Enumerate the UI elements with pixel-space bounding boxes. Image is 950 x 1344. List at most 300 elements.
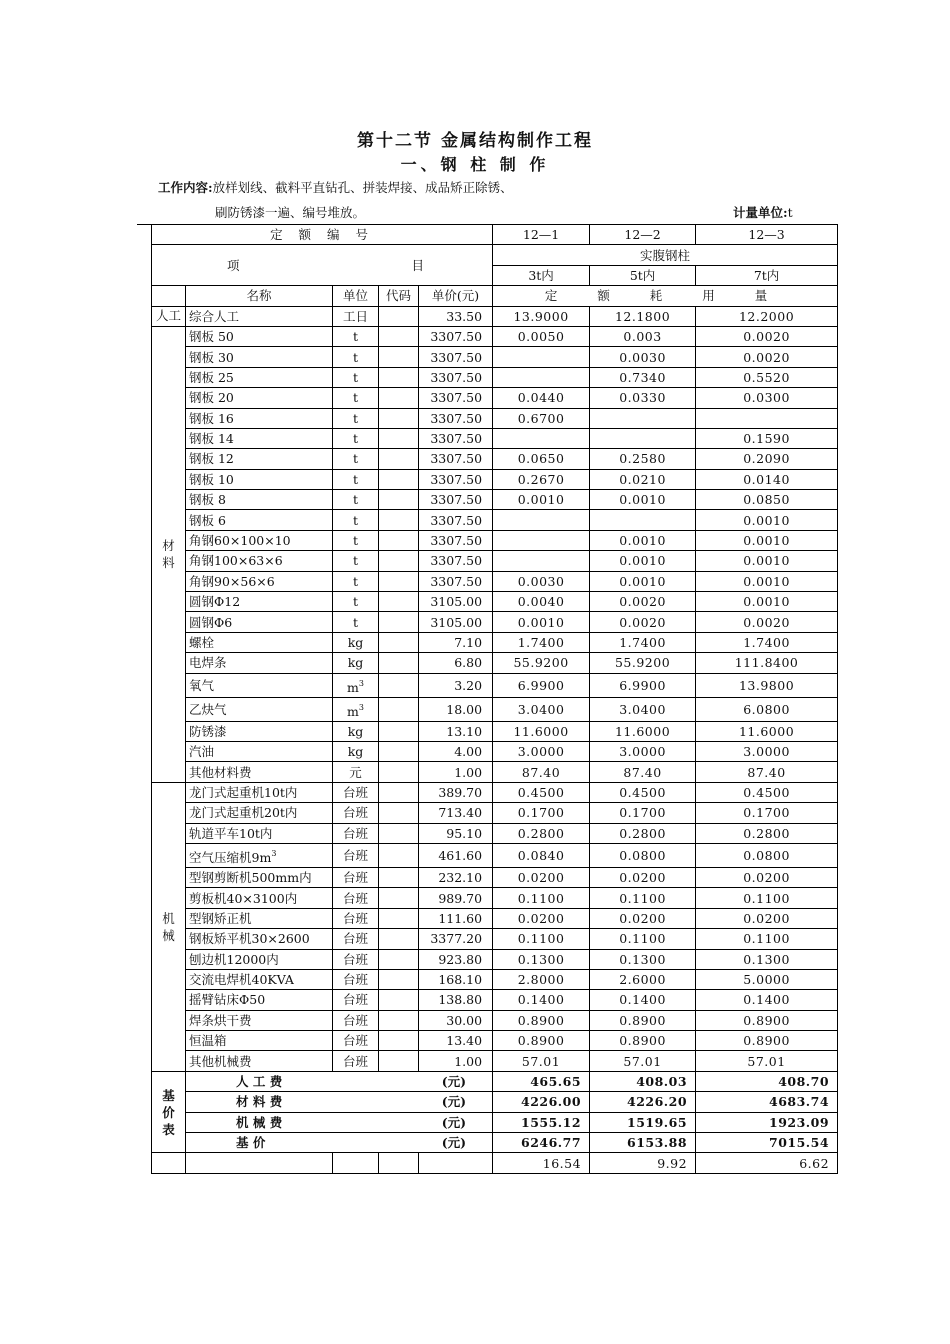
usage-value: 0.1590 [696, 428, 838, 448]
item-name [186, 1031, 333, 1051]
item-price: 713.40 [419, 803, 493, 823]
superscript: 3 [358, 702, 364, 712]
summary-unit-text: (元) [441, 1074, 467, 1090]
item-name-text: 其他材料费 [189, 764, 252, 780]
usage-value: 0.0200 [590, 867, 696, 887]
item-unit-text: 台班 [342, 784, 368, 800]
summary-label [186, 1092, 493, 1112]
usage-value: 111.8400 [696, 653, 838, 673]
machine-row [152, 969, 838, 989]
item-name-text: 钢板 12 [189, 451, 234, 467]
summary-value: 465.65 [493, 1071, 590, 1091]
item-price: 1.00 [419, 1051, 493, 1071]
item-price: 13.10 [419, 721, 493, 741]
usage-value: 57.01 [493, 1051, 590, 1071]
item-price: 989.70 [419, 888, 493, 908]
item-unit-text: t [352, 410, 359, 426]
usage-value: 0.0200 [590, 908, 696, 928]
usage-value: 0.0210 [590, 469, 696, 489]
usage-value: 0.2580 [590, 449, 696, 469]
item-unit [333, 888, 379, 908]
item-name-text: 其他机械费 [189, 1053, 252, 1069]
usage-value: 3.0400 [590, 697, 696, 721]
usage-value: 0.1100 [590, 929, 696, 949]
item-unit [333, 697, 379, 721]
usage-value: 0.0330 [590, 388, 696, 408]
item-price: 138.80 [419, 990, 493, 1010]
usage-value: 0.1100 [696, 888, 838, 908]
item-code [379, 1010, 419, 1030]
item-name [186, 990, 333, 1010]
item-name [186, 823, 333, 843]
header-code-1: 12—1 [493, 225, 590, 245]
item-price: 389.70 [419, 782, 493, 802]
item-code [379, 388, 419, 408]
usage-value: 0.0020 [696, 612, 838, 632]
usage-value: 3.0000 [493, 741, 590, 761]
extra-blank [419, 1153, 493, 1173]
work-content [158, 178, 513, 196]
usage-value: 0.7340 [590, 367, 696, 387]
item-unit [333, 428, 379, 448]
machine-row [152, 843, 838, 867]
usage-value: 0.1400 [493, 990, 590, 1010]
summary-value: 7015.54 [696, 1133, 838, 1153]
item-price: 3307.50 [419, 551, 493, 571]
item-name-text: 龙门式起重机10t内 [189, 784, 298, 800]
item-unit-text: kg [347, 744, 364, 760]
item-name-text: 钢板 30 [189, 349, 234, 365]
item-name [186, 867, 333, 887]
extra-value: 6.62 [696, 1153, 838, 1173]
summary-value: 6153.88 [590, 1133, 696, 1153]
item-price: 3307.50 [419, 367, 493, 387]
item-name: 综合人工 [186, 306, 333, 326]
subtitle: 一、钢 柱 制 作 [400, 155, 550, 174]
item-price: 3.20 [419, 673, 493, 697]
header-price: 单价(元) [419, 286, 493, 306]
usage-value: 87.40 [493, 762, 590, 782]
usage-value: 0.2090 [696, 449, 838, 469]
usage-value: 6.9900 [493, 673, 590, 697]
summary-value: 408.70 [696, 1071, 838, 1091]
item-code [379, 449, 419, 469]
usage-value: 0.0650 [493, 449, 590, 469]
item-name-text: 钢板 6 [189, 512, 226, 528]
summary-unit-text: (元) [441, 1114, 467, 1130]
usage-value [590, 510, 696, 530]
item-unit-text: t [352, 533, 359, 549]
summary-label-wrap [186, 1072, 492, 1091]
header-size-3: 7t内 [696, 265, 838, 285]
usage-value: 0.0010 [590, 571, 696, 591]
work-content-line2: 刷防锈漆一遍、编号堆放。 [215, 205, 366, 220]
usage-value: 87.40 [696, 762, 838, 782]
item-unit-text: 台班 [342, 1033, 368, 1049]
summary-unit-text: (元) [441, 1135, 467, 1151]
item-name-text: 空气压缩机9m [189, 849, 272, 865]
usage-value: 0.0030 [590, 347, 696, 367]
quota-table [151, 224, 838, 1174]
header-row-columns [152, 286, 838, 306]
summary-label [186, 1071, 493, 1091]
usage-value: 3.0000 [696, 741, 838, 761]
usage-value: 0.1700 [696, 803, 838, 823]
usage-value: 11.6000 [493, 721, 590, 741]
item-code [379, 490, 419, 510]
quota-table-body [152, 225, 838, 1174]
material-row [152, 571, 838, 591]
usage-value: 0.2800 [493, 823, 590, 843]
category-labor: 人工 [152, 306, 186, 326]
item-price: 923.80 [419, 949, 493, 969]
item-name [186, 741, 333, 761]
usage-value: 1.7400 [696, 632, 838, 652]
usage-value: 0.1100 [696, 929, 838, 949]
item-name-text: 螺栓 [189, 635, 215, 650]
item-unit [333, 673, 379, 697]
superscript: 3 [271, 848, 277, 858]
item-unit [333, 388, 379, 408]
item-unit-text: 台班 [342, 870, 368, 886]
item-code [379, 867, 419, 887]
item-name [186, 762, 333, 782]
summary-label [186, 1112, 493, 1132]
item-unit-text: t [352, 451, 359, 467]
item-unit [333, 530, 379, 550]
item-code [379, 990, 419, 1010]
machine-row [152, 867, 838, 887]
usage-value: 0.0050 [493, 326, 590, 346]
material-row [152, 490, 838, 510]
item-unit [333, 571, 379, 591]
item-name-text: 电焊条 [189, 655, 227, 671]
item-unit [333, 823, 379, 843]
summary-row [152, 1071, 838, 1091]
item-name [186, 1010, 333, 1030]
machine-row [152, 908, 838, 928]
item-unit [333, 929, 379, 949]
summary-value: 1923.09 [696, 1112, 838, 1132]
item-name [186, 653, 333, 673]
machine-row [152, 990, 838, 1010]
material-row [152, 551, 838, 571]
item-price: 3307.50 [419, 408, 493, 428]
category-base-price-label: 基价表 [162, 1087, 175, 1137]
summary-label-wrap [186, 1113, 492, 1132]
usage-value [493, 551, 590, 571]
item-unit [333, 367, 379, 387]
header-size-1: 3t内 [493, 265, 590, 285]
item-code [379, 632, 419, 652]
item-unit [333, 803, 379, 823]
item-name [186, 673, 333, 697]
item-name-text: 恒温箱 [189, 1033, 227, 1049]
usage-value: 55.9200 [493, 653, 590, 673]
usage-value: 0.8900 [696, 1031, 838, 1051]
work-content-line1: 放样划线、截料平直钻孔、拼装焊接、成品矫正除锈、 [212, 180, 513, 195]
summary-value: 4226.20 [590, 1092, 696, 1112]
usage-value: 0.0010 [493, 612, 590, 632]
item-price: 3307.50 [419, 388, 493, 408]
item-price: 3307.50 [419, 347, 493, 367]
usage-value [493, 530, 590, 550]
usage-value: 0.1300 [493, 949, 590, 969]
usage-value: 0.1100 [493, 888, 590, 908]
item-code [379, 469, 419, 489]
usage-value: 0.1400 [590, 990, 696, 1010]
item-name-text: 钢板矫平机30×2600 [189, 931, 310, 947]
item-name-text: 角钢100×63×6 [189, 553, 283, 569]
usage-value: 0.2670 [493, 469, 590, 489]
item-name [186, 843, 333, 867]
usage-value: 0.1400 [696, 990, 838, 1010]
item-name-text: 龙门式起重机20t内 [189, 805, 298, 821]
usage-value: 0.8900 [590, 1010, 696, 1030]
item-name-text: 角钢90×56×6 [189, 573, 275, 589]
usage-value: 3.0000 [590, 741, 696, 761]
usage-value [493, 510, 590, 530]
item-name-text: 焊条烘干费 [189, 1012, 252, 1028]
item-unit-text: 台班 [342, 1053, 368, 1069]
usage-value: 0.0200 [696, 908, 838, 928]
item-unit [333, 632, 379, 652]
item-unit [333, 612, 379, 632]
material-row [152, 741, 838, 761]
header-code-2: 12—2 [590, 225, 696, 245]
item-unit-text: kg [347, 723, 364, 739]
extra-blank [186, 1153, 333, 1173]
item-unit-text: 台班 [342, 1012, 368, 1028]
machine-row [152, 1010, 838, 1030]
category-machine-label: 机械 [162, 910, 175, 943]
item-unit [333, 449, 379, 469]
item-name-text: 轨道平车10t内 [189, 825, 273, 841]
summary-label-wrap [186, 1092, 492, 1111]
usage-value: 0.0440 [493, 388, 590, 408]
usage-value: 0.0850 [696, 490, 838, 510]
item-unit [333, 908, 379, 928]
item-unit [333, 1051, 379, 1071]
item-code [379, 782, 419, 802]
item-unit [333, 347, 379, 367]
measure-unit-value: t [787, 205, 793, 220]
item-unit-text: m [347, 703, 359, 719]
usage-value: 0.4500 [696, 782, 838, 802]
item-unit [333, 1031, 379, 1051]
item-price: 3307.50 [419, 490, 493, 510]
header-item [152, 245, 493, 286]
item-name [186, 469, 333, 489]
material-row [152, 347, 838, 367]
summary-label [186, 1133, 493, 1153]
item-unit-text: 台班 [342, 972, 368, 988]
item-name-text: 钢板 8 [189, 492, 226, 508]
item-code [379, 697, 419, 721]
item-name [186, 408, 333, 428]
item-code [379, 823, 419, 843]
extra-blank [333, 1153, 379, 1173]
header-unit: 单位 [333, 286, 379, 306]
material-row [152, 697, 838, 721]
summary-row [152, 1112, 838, 1132]
summary-label-text: 人 工 费 [236, 1074, 283, 1090]
section-title: 第十二节 金属结构制作工程 [357, 131, 593, 151]
usage-value: 0.0200 [696, 867, 838, 887]
item-code [379, 653, 419, 673]
usage-value: 0.0010 [590, 551, 696, 571]
item-unit [333, 990, 379, 1010]
item-code [379, 673, 419, 697]
header-code-3: 12—3 [696, 225, 838, 245]
usage-value: 0.8900 [696, 1010, 838, 1030]
summary-value: 1555.12 [493, 1112, 590, 1132]
item-code [379, 721, 419, 741]
material-row [152, 388, 838, 408]
item-price: 4.00 [419, 741, 493, 761]
item-price: 232.10 [419, 867, 493, 887]
item-code [379, 969, 419, 989]
usage-value: 2.6000 [590, 969, 696, 989]
item-unit-text: kg [347, 635, 364, 650]
item-code [379, 929, 419, 949]
item-code [379, 510, 419, 530]
usage-value: 0.1700 [493, 803, 590, 823]
item-code [379, 803, 419, 823]
item-price: 30.00 [419, 1010, 493, 1030]
item-name [186, 449, 333, 469]
usage-value: 87.40 [590, 762, 696, 782]
extra-value: 16.54 [493, 1153, 590, 1173]
item-name [186, 428, 333, 448]
usage-value: 0.0010 [696, 592, 838, 612]
item-name-text: 剪板机40×3100内 [189, 890, 298, 906]
superscript: 3 [358, 678, 364, 688]
item-code [379, 888, 419, 908]
usage-value: 0.0010 [493, 490, 590, 510]
item-name-text: 摇臂钻床Φ50 [189, 992, 266, 1008]
usage-value: 6.9900 [590, 673, 696, 697]
usage-value: 0.0300 [696, 388, 838, 408]
item-name [186, 530, 333, 550]
item-price: 3307.50 [419, 510, 493, 530]
usage-value: 0.0020 [696, 326, 838, 346]
summary-label-text: 材 料 费 [236, 1094, 283, 1110]
item-name-text: 氧气 [189, 677, 215, 693]
item-unit-text: 元 [349, 764, 362, 780]
item-price: 1.00 [419, 762, 493, 782]
item-unit [333, 969, 379, 989]
machine-row [152, 929, 838, 949]
summary-unit-text: (元) [441, 1094, 467, 1110]
machine-row [152, 949, 838, 969]
summary-value: 408.03 [590, 1071, 696, 1091]
usage-value: 0.1300 [590, 949, 696, 969]
item-code [379, 762, 419, 782]
item-name [186, 888, 333, 908]
item-price: 33.50 [419, 306, 493, 326]
usage-value: 0.4500 [493, 782, 590, 802]
item-name-text: 圆钢Φ12 [189, 594, 241, 610]
material-row [152, 632, 838, 652]
item-price: 7.10 [419, 632, 493, 652]
item-unit-text: kg [347, 655, 364, 671]
usage-value [590, 408, 696, 428]
item-name [186, 929, 333, 949]
usage-value: 0.0020 [696, 347, 838, 367]
usage-value: 0.0020 [590, 612, 696, 632]
usage-value: 0.6700 [493, 408, 590, 428]
item-unit-text: t [352, 614, 359, 630]
item-unit [333, 653, 379, 673]
item-code [379, 428, 419, 448]
item-name-text: 型钢矫正机 [189, 910, 252, 926]
summary-label-text: 机 械 费 [236, 1114, 283, 1130]
material-row [152, 530, 838, 550]
item-name-text: 防锈漆 [189, 723, 227, 739]
work-content-label: 工作内容: [158, 180, 213, 195]
item-name [186, 1051, 333, 1071]
header-name: 名称 [186, 286, 333, 306]
item-unit-text: t [352, 573, 359, 589]
material-row [152, 408, 838, 428]
usage-value: 0.0010 [696, 571, 838, 591]
item-name [186, 949, 333, 969]
usage-value [493, 428, 590, 448]
header-row-codes [152, 225, 838, 245]
item-name [186, 510, 333, 530]
item-name [186, 803, 333, 823]
item-price: 3105.00 [419, 592, 493, 612]
item-price: 461.60 [419, 843, 493, 867]
item-name-text: 钢板 10 [189, 471, 234, 487]
item-price: 168.10 [419, 969, 493, 989]
item-price: 3105.00 [419, 612, 493, 632]
usage-value: 1.7400 [590, 632, 696, 652]
item-name [186, 969, 333, 989]
item-code [379, 1031, 419, 1051]
header-usage: 定 额 耗 用 量 [493, 286, 838, 306]
item-name-text: 钢板 20 [189, 390, 234, 406]
usage-value: 2.8000 [493, 969, 590, 989]
item-unit-text: t [352, 431, 359, 447]
item-price: 3377.20 [419, 929, 493, 949]
item-unit-text: t [352, 329, 359, 345]
usage-value: 12.1800 [590, 306, 696, 326]
item-price: 6.80 [419, 653, 493, 673]
item-name [186, 326, 333, 346]
usage-value: 0.0200 [493, 908, 590, 928]
usage-value: 3.0400 [493, 697, 590, 721]
item-name [186, 782, 333, 802]
material-row [152, 612, 838, 632]
usage-value: 0.5520 [696, 367, 838, 387]
item-name [186, 551, 333, 571]
item-code [379, 1051, 419, 1071]
usage-value: 0.2800 [590, 823, 696, 843]
material-row [152, 367, 838, 387]
item-unit [333, 949, 379, 969]
item-name-text: 角钢60×100×10 [189, 533, 291, 549]
item-code [379, 741, 419, 761]
item-name [186, 571, 333, 591]
item-name [186, 612, 333, 632]
item-unit [333, 408, 379, 428]
item-name-text: 汽油 [189, 744, 215, 760]
item-unit-text: 台班 [342, 825, 368, 841]
header-row-group [152, 245, 838, 265]
item-price: 111.60 [419, 908, 493, 928]
